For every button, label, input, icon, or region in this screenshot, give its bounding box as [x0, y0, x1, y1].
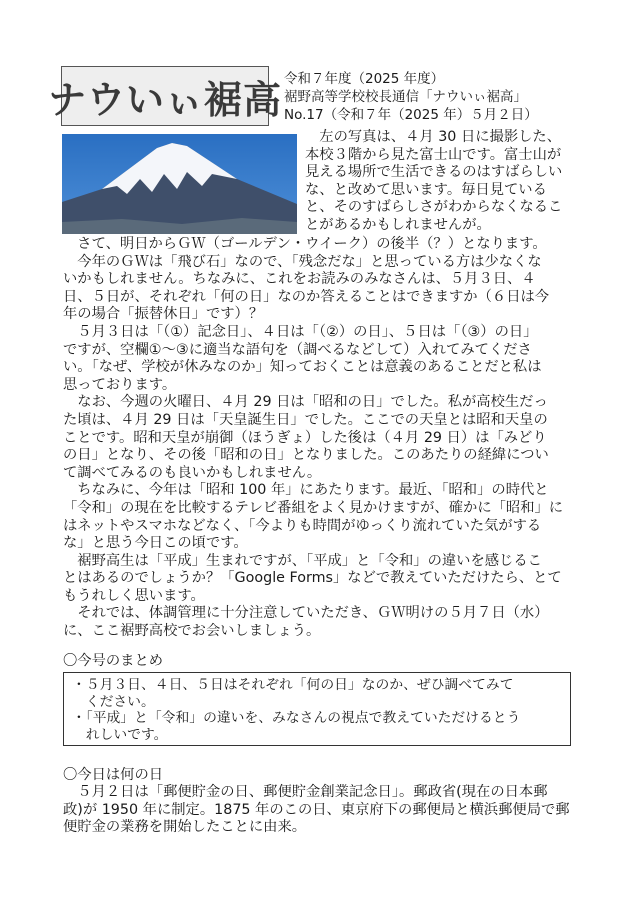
issue-info [284, 70, 538, 124]
body-line: た頃は、４月 29 日は「天皇誕生日」でした。ここでの天皇とは昭和天皇の [63, 411, 548, 428]
body-line: ですが、空欄①～③に適当な語句を（調べるなどして）入れてみてくださ [63, 341, 532, 358]
caption-line: な、と改めて思います。毎日見ている [305, 181, 547, 198]
today-line: 便貯金の業務を開始したことに由来。 [63, 819, 307, 836]
body-line: 裾野高生は「平成」生まれですが、「平成」と「令和」の違いを感じるこ [63, 552, 542, 569]
body-line: 今年のＧＷは「飛び石」なので、「残念だな」と思っている方は少なくな [63, 253, 542, 270]
summary-line: れしいです。 [72, 726, 168, 743]
newsletter-title-box [48, 66, 283, 126]
body-line: なお、今週の火曜日、４月 29 日は「昭和の日」でした。私が高校生だっ [63, 394, 548, 411]
today-line: ５月２日は「郵便貯金の日、郵便貯金創業記念日」。郵政省(現在の日本郵 [63, 784, 548, 800]
summary-box [63, 672, 571, 746]
today-line: 政)が 1950 年に制定。1875 年のこの日、東京府下の郵便局と横浜郵便局で郵 [63, 801, 570, 818]
body-line: それでは、体調管理に十分注意していただき、ＧＷ明けの５月７日（水） [63, 605, 549, 622]
body-line: 「令和」の現在を比較するテレビ番組をよく見かけますが、確かに「昭和」に [63, 499, 564, 516]
caption-line: 本校３階から見た富士山です。富士山が [305, 146, 562, 163]
today-article [63, 784, 583, 837]
body-line: もうれしく思います。 [63, 587, 205, 604]
summary-line: ・５月３日、４日、５日はそれぞれ「何の日」なのか、ぜひ調べてみて [72, 677, 514, 693]
fiscal-year: 令和７年度（2025 年度） [284, 71, 445, 87]
newsletter-title: ナウいぃ裾高 [48, 77, 283, 122]
body-line: ちなみに、今年は「昭和 100 年」にあたります。最近、「昭和」の時代と [63, 482, 549, 499]
body-line: い。「なぜ、学校が休みなのか」知っておくことは意義のあることだと私は [63, 359, 542, 376]
main-article [63, 236, 583, 641]
body-line: な」と思う今日この頃です。 [63, 535, 248, 552]
photo-caption [305, 129, 585, 235]
body-line: いかもしれません。ちなみに、これをお読みのみなさんは、５月３日、４ [63, 271, 536, 288]
body-line: ことです。昭和天皇が崩御（ほうぎょ）した後は（４月 29 日）は「みどり [63, 429, 547, 446]
body-line: 年の場合「振替休日」です）？ [63, 306, 264, 323]
summary-line: ・「平成」と「令和」の違いを、みなさんの視点で教えていただけるとう [72, 710, 521, 726]
body-line: の日」となり、その後「昭和の日」となりました。このあたりの経緯につい [63, 447, 549, 464]
body-line: に、ここ裾野高校でお会いしましょう。 [63, 623, 321, 640]
body-line: て調べてみるのも良いかもしれません。 [63, 464, 322, 481]
caption-line: 見える場所で生活できるのはすばらしい [305, 164, 563, 181]
summary-heading: 〇今号のまとめ [63, 653, 164, 669]
caption-line: と、そのすばらしさがわからなくなるこ [305, 199, 563, 216]
newsletter-name: 裾野高等学校校長通信「ナウいぃ裾高」 [284, 89, 527, 105]
issue-number-date: No.17（令和７年（2025 年）５月２日） [284, 107, 538, 123]
summary-line: ください。 [72, 693, 155, 710]
body-line: さて、明日からＧＷ（ゴールデン・ウイーク）の後半（？）となります。 [63, 236, 547, 252]
body-line: ５月３日は「（①）記念日」、４日は「（②）の日」、５日は「（③）の日」 [63, 323, 538, 340]
body-line: 思っております。 [63, 376, 177, 393]
caption-line: 左の写真は、４月 30 日に撮影した、 [305, 129, 562, 145]
body-line: 日、５日が、それぞれ「何の日」なのか答えることはできますか（６日は今 [63, 288, 550, 305]
body-line: はネットやスマホなどなく、「今よりも時間がゆっくり流れていた気がする [63, 517, 542, 534]
today-heading: 〇今日は何の日 [63, 767, 164, 783]
body-line: とはあるのでしょうか？「Google Forms」などで教えていただけたら、とて [63, 570, 562, 587]
mount-fuji-photo [62, 134, 297, 234]
caption-line: とがあるかもしれませんが。 [305, 216, 491, 233]
